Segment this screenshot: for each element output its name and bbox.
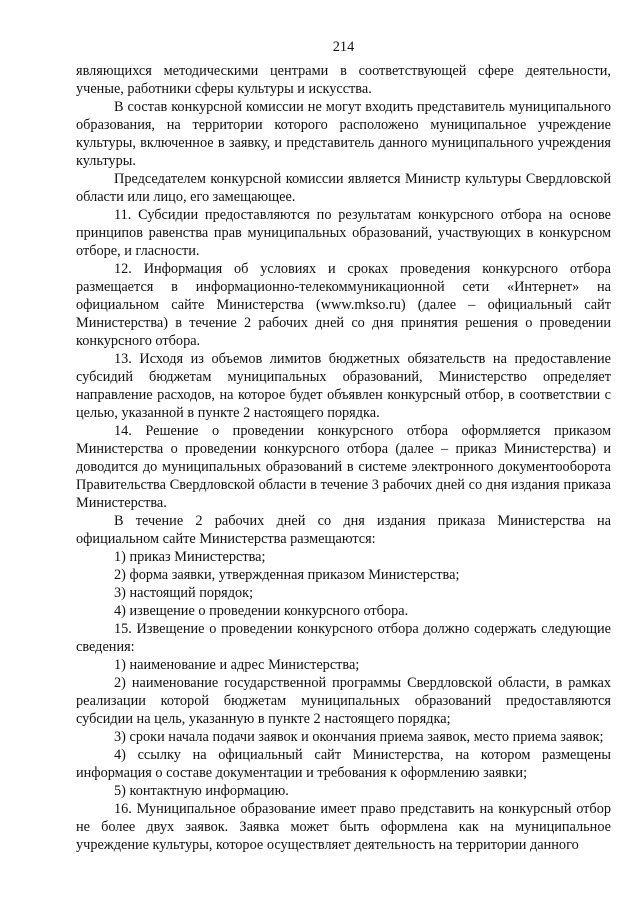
paragraph: 16. Муниципальное образование имеет право представить на конкурсный отбор не более двух заявок. Заявка может быть оформлена как на муниципальное учреждение культуры, которое осуществляет деятельность на территории данного [76,801,611,853]
paragraph: 15. Извещение о проведении конкурсного отбора должно содержать следующие сведения: [76,621,611,655]
paragraph: В течение 2 рабочих дней со дня издания приказа Министерства на официальном сайте Министерства размещаются: [76,513,611,547]
paragraph: 1) приказ Министерства; [114,549,266,565]
paragraph: являющихся методическими центрами в соответствующей сфере деятельности, ученые, работники сферы культуры и искусства. [76,63,611,97]
page-number: 214 [332,39,355,55]
paragraph: 4) ссылку на официальный сайт Министерства, на котором размещены информация о составе документации и требования к оформлению заявки; [76,747,611,781]
paragraph: В состав конкурсной комиссии не могут входить представитель муниципального образования, на территории которого расположено муниципальное учреждение культуры, включенное в заявку, и представитель данного муниципального учреждения культуры. [76,99,611,169]
paragraph: 1) наименование и адрес Министерства; [114,657,360,673]
paragraph: 2) форма заявки, утвержденная приказом Министерства; [114,567,460,583]
paragraph: 12. Информация об условиях и сроках проведения конкурсного отбора размещается в информационно-телекоммуникационной сети «Интернет» на официальном сайте Министерства (www.mkso.ru) (далее – официальный сайт Министерства) в течение 2 рабочих дней со дня принятия решения о проведении конкурсного отбора. [76,261,611,349]
paragraph: 5) контактную информацию. [114,783,289,799]
document-page [76,38,611,854]
paragraph: Председателем конкурсной комиссии является Министр культуры Свердловской области или лицо, его замещающее. [76,171,611,205]
paragraph: 14. Решение о проведении конкурсного отбора оформляется приказом Министерства о проведении конкурсного отбора (далее – приказ Министерства) и доводится до муниципальных образований в системе электронного документооборота Правительства Свердловской области в течение 3 рабочих дней со дня издания приказа Министерства. [76,423,611,511]
paragraph: 11. Субсидии предоставляются по результатам конкурсного отбора на основе принципов равенства прав муниципальных образований, участвующих в конкурсном отборе, и гласности. [76,207,611,259]
paragraph: 4) извещение о проведении конкурсного отбора. [114,603,409,619]
paragraph: 3) сроки начала подачи заявок и окончания приема заявок, место приема заявок; [114,729,604,745]
document-body [76,62,611,854]
paragraph: 13. Исходя из объемов лимитов бюджетных обязательств на предоставление субсидий бюджетам муниципальных образований, Министерство определяет направление расходов, на которое будет объявлен конкурсный отбор, в соответствии с целью, указанной в пункте 2 настоящего порядка. [76,351,611,421]
paragraph: 3) настоящий порядок; [114,585,254,601]
paragraph: 2) наименование государственной программы Свердловской области, в рамках реализации которой бюджетам муниципальных образований предоставляются субсидии на цель, указанную в пункте 2 настоящего порядка; [76,675,611,727]
